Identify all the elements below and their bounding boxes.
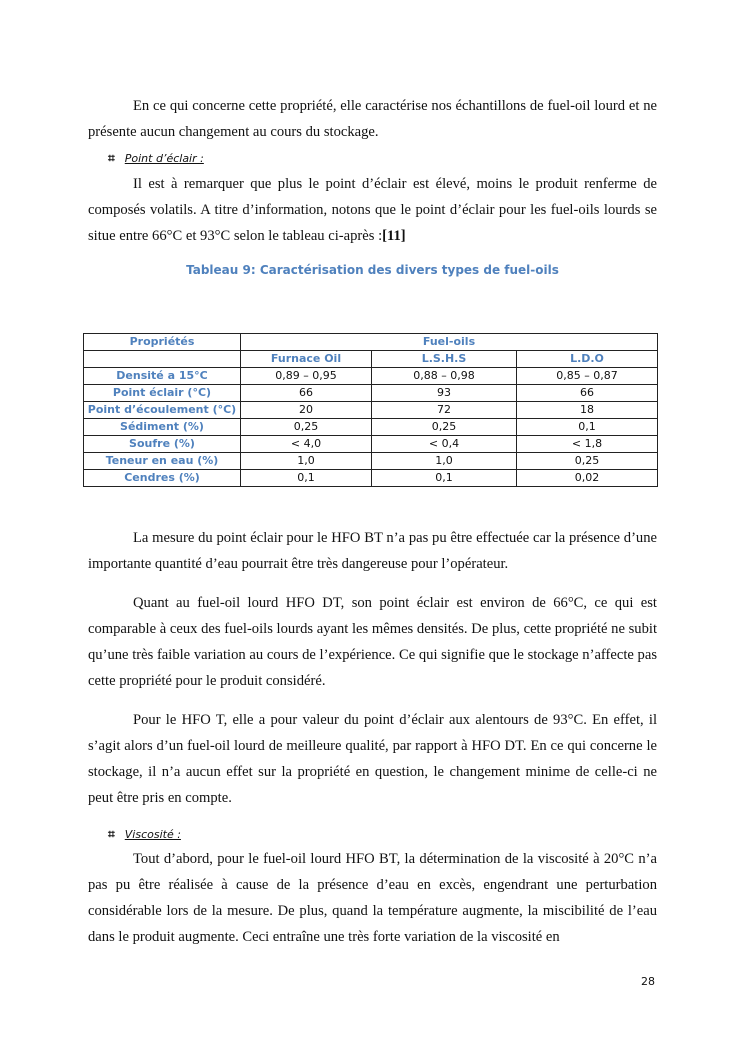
- table-cell: 0,89 – 0,95: [241, 368, 372, 385]
- table-cell: 0,25: [241, 419, 372, 436]
- bullet-icon: ⌗: [108, 827, 115, 841]
- heading-text: Viscosité :: [124, 828, 181, 841]
- table-cell: 18: [517, 402, 658, 419]
- paragraph-text: La mesure du point éclair pour le HFO BT n’a pas pu être effectuée car la présence d’une importante quantité d’eau pourrait être très dangereuse pour l’opérateur.: [88, 530, 657, 572]
- table-cell: 1,0: [241, 453, 372, 470]
- table-cell: 93: [372, 385, 517, 402]
- header-fuel-oils: Fuel-oils: [241, 334, 658, 351]
- page-number: 28: [641, 975, 655, 988]
- table-row: [84, 402, 658, 419]
- paragraph-text: Quant au fuel-oil lourd HFO DT, son point éclair est environ de 66°C, ce qui est comparable à ceux des fuel-oils lourds ayant les mêmes densités. De plus, cette propriété ne subit qu’une très faible variation au cours de l’expérience. Ce qui signifie que le stockage n’affecte pas cette propriété pour le produit considéré.: [88, 595, 657, 689]
- row-label: Point d’écoulement (°C): [84, 402, 241, 419]
- table-row: [84, 368, 658, 385]
- table-row: [84, 453, 658, 470]
- table-cell: 0,25: [372, 419, 517, 436]
- section-heading-viscosity: [108, 827, 181, 842]
- table-caption: Tableau 9: Caractérisation des divers types de fuel-oils: [186, 263, 559, 277]
- table-cell: < 1,8: [517, 436, 658, 453]
- empty-cell: [84, 351, 241, 368]
- paragraph-text: Tout d’abord, pour le fuel-oil lourd HFO BT, la détermination de la viscosité à 20°C n’a pas pu être réalisée à cause de la présence d’eau en excès, engendrant une perturbation considérable lors de la mesure. De plus, quand la température augmente, la miscibilité de l’eau dans le produit augmente. Ceci entraîne une très forte variation de la viscosité en: [88, 851, 657, 945]
- table-cell: 0,02: [517, 470, 658, 487]
- table-cell: 66: [517, 385, 658, 402]
- heading-text: Point d’éclair :: [124, 152, 204, 165]
- paragraph: [88, 525, 657, 577]
- section-heading-flash-point: [108, 151, 204, 166]
- paragraph: [88, 846, 657, 950]
- paragraph: [88, 590, 657, 694]
- table-cell: 1,0: [372, 453, 517, 470]
- column-header: L.D.O: [517, 351, 658, 368]
- paragraph-text: Il est à remarquer que plus le point d’éclair est élevé, moins le produit renferme de composés volatils. A titre d’information, notons que le point d’éclair pour les fuel-oils lourds se situe entre 66°C et 93°C selon le tableau ci-après :: [88, 176, 657, 244]
- table-cell: 66: [241, 385, 372, 402]
- row-label: Soufre (%): [84, 436, 241, 453]
- header-properties: Propriétés: [84, 334, 241, 351]
- table-row: [84, 436, 658, 453]
- fuel-oil-table: [83, 333, 658, 487]
- table-cell: 0,85 – 0,87: [517, 368, 658, 385]
- paragraph-text: En ce qui concerne cette propriété, elle caractérise nos échantillons de fuel-oil lourd et ne présente aucun changement au cours du stockage.: [88, 98, 657, 140]
- row-label: Densité a 15°C: [84, 368, 241, 385]
- table-cell: 0,1: [517, 419, 658, 436]
- column-header: L.S.H.S: [372, 351, 517, 368]
- paragraph: [88, 707, 657, 811]
- row-label: Teneur en eau (%): [84, 453, 241, 470]
- paragraph: [88, 171, 657, 249]
- table-cell: 0,88 – 0,98: [372, 368, 517, 385]
- bullet-icon: ⌗: [108, 151, 115, 165]
- table-cell: 0,1: [241, 470, 372, 487]
- row-label: Sédiment (%): [84, 419, 241, 436]
- paragraph-text: Pour le HFO T, elle a pour valeur du point d’éclair aux alentours de 93°C. En effet, il s’agit alors d’un fuel-oil lourd de meilleure qualité, par rapport à HFO DT. En ce qui concerne le stockage, il n’a aucun effet sur la propriété en question, le changement minime de celle-ci ne peut être pris en compte.: [88, 712, 657, 806]
- table-cell: 0,1: [372, 470, 517, 487]
- row-label: Cendres (%): [84, 470, 241, 487]
- row-label: Point éclair (°C): [84, 385, 241, 402]
- citation: [11]: [382, 228, 406, 244]
- table-cell: < 4,0: [241, 436, 372, 453]
- table-cell: 72: [372, 402, 517, 419]
- table-row: [84, 385, 658, 402]
- table-row: [84, 470, 658, 487]
- table-cell: 20: [241, 402, 372, 419]
- column-header: Furnace Oil: [241, 351, 372, 368]
- table-cell: 0,25: [517, 453, 658, 470]
- table-cell: < 0,4: [372, 436, 517, 453]
- paragraph: [88, 93, 657, 145]
- table-row: [84, 419, 658, 436]
